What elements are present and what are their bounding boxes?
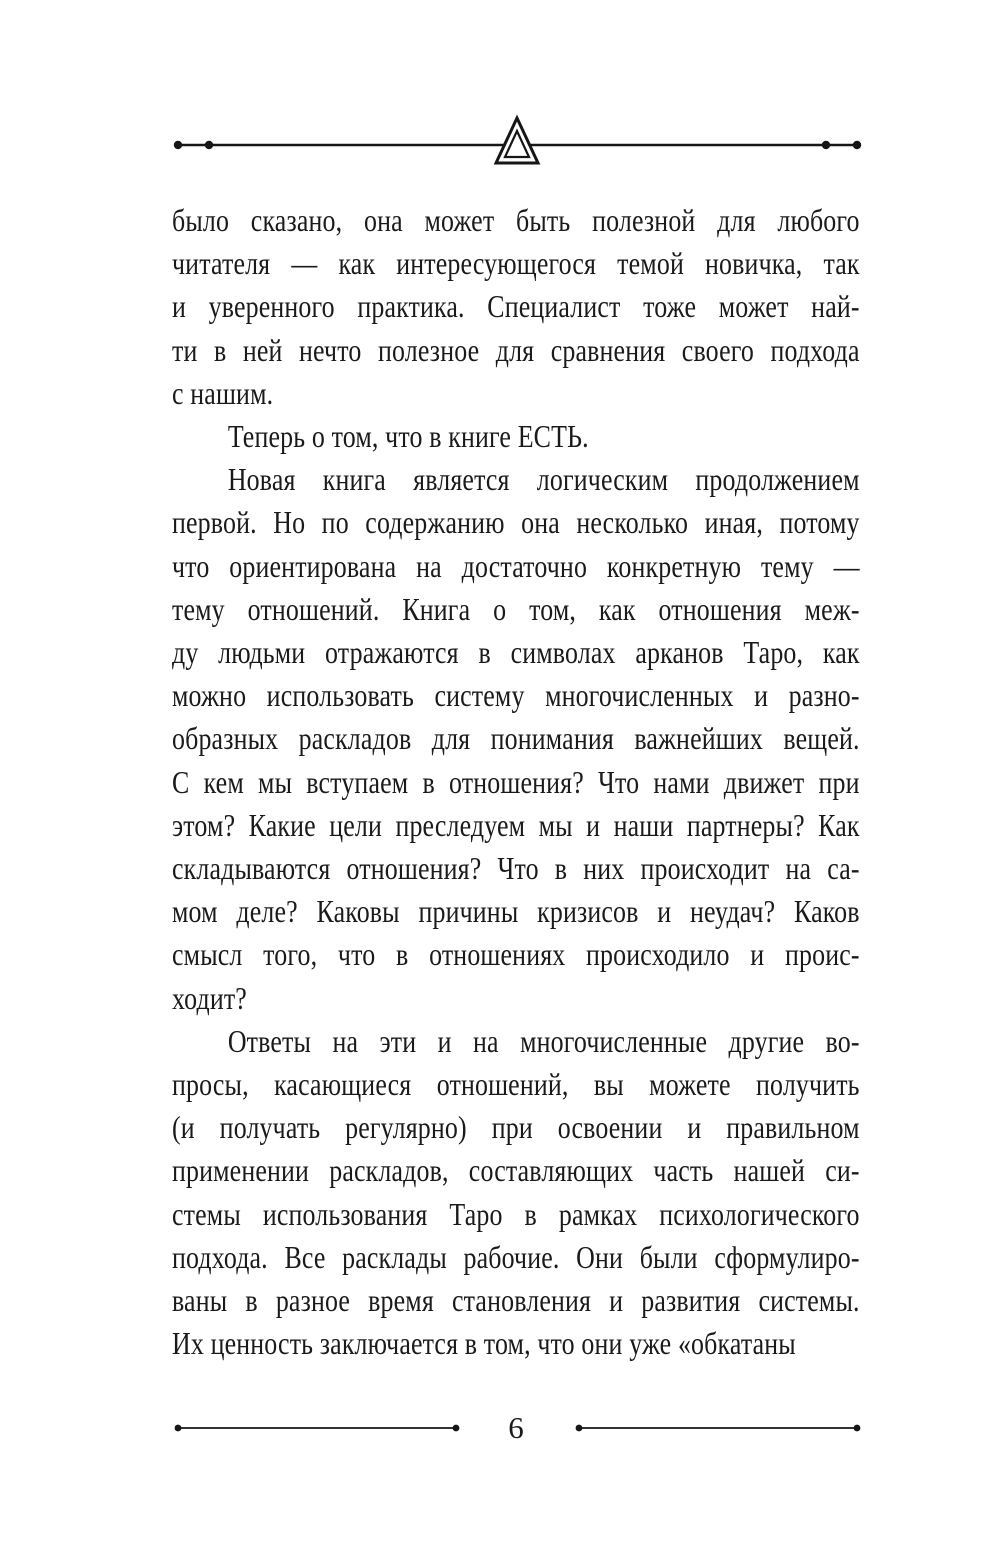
text-line: складываются отношения? Что в них происходит на са-: [172, 850, 860, 887]
text-line: с нашим.: [172, 374, 274, 411]
text-line: просы, касающиеся отношений, вы можете получить: [172, 1066, 860, 1103]
text-line: мом деле? Каковы причины кризисов и неудач? Каков: [172, 893, 860, 930]
text-line: этом? Какие цели преследуем мы и наши партнеры? Как: [172, 806, 860, 843]
text-line: можно использовать систему многочисленных и разно-: [172, 677, 860, 714]
text-line: ходит?: [172, 979, 247, 1016]
triangle-ornament-icon: [496, 118, 538, 163]
text-line: было сказано, она может быть полезной для любого: [172, 202, 860, 238]
text-line: Их ценность заключается в том, что они уже «обкатаны: [172, 1325, 796, 1362]
text-line: смысл того, что в отношениях происходило и проис-: [172, 936, 860, 973]
text-line: применении раскладов, составляющих часть нашей си-: [172, 1152, 860, 1189]
text-line: стемы использования Таро в рамках психологического: [172, 1195, 860, 1232]
text-line: С кем мы вступаем в отношения? Что нами движет при: [172, 763, 860, 800]
text-line: и уверенного практика. Специалист тоже может най-: [172, 288, 860, 325]
page-number: 6: [508, 1410, 524, 1445]
text-line: (и получать регулярно) при освоении и правильном: [172, 1109, 860, 1146]
text-line: ти в ней нечто полезное для сравнения своего подхода: [172, 331, 860, 368]
page-text: [172, 199, 860, 1365]
text-line: ду людьми отражаются в символах арканов Таро, как: [172, 634, 860, 671]
text-line: Теперь о том, что в книге ЕСТЬ.: [227, 418, 589, 455]
header-divider: [0, 110, 1000, 180]
text-line: ваны в разное время становления и развития системы.: [172, 1282, 860, 1319]
text-line: Ответы на эти и на многочисленные другие во-: [227, 1022, 860, 1059]
text-line: тему отношений. Книга о том, как отношения меж-: [172, 590, 860, 627]
text-line: образных раскладов для понимания важнейших вещей.: [172, 720, 860, 757]
text-line: Новая книга является логическим продолжением: [227, 461, 860, 498]
text-line: подхода. Все расклады рабочие. Они были сформулиро-: [172, 1238, 860, 1275]
text-line: что ориентирована на достаточно конкретную тему —: [172, 547, 860, 584]
text-line: читателя — как интересующегося темой новичка, так: [172, 245, 860, 282]
text-line: первой. Но по содержанию она несколько иная, потому: [172, 504, 860, 541]
